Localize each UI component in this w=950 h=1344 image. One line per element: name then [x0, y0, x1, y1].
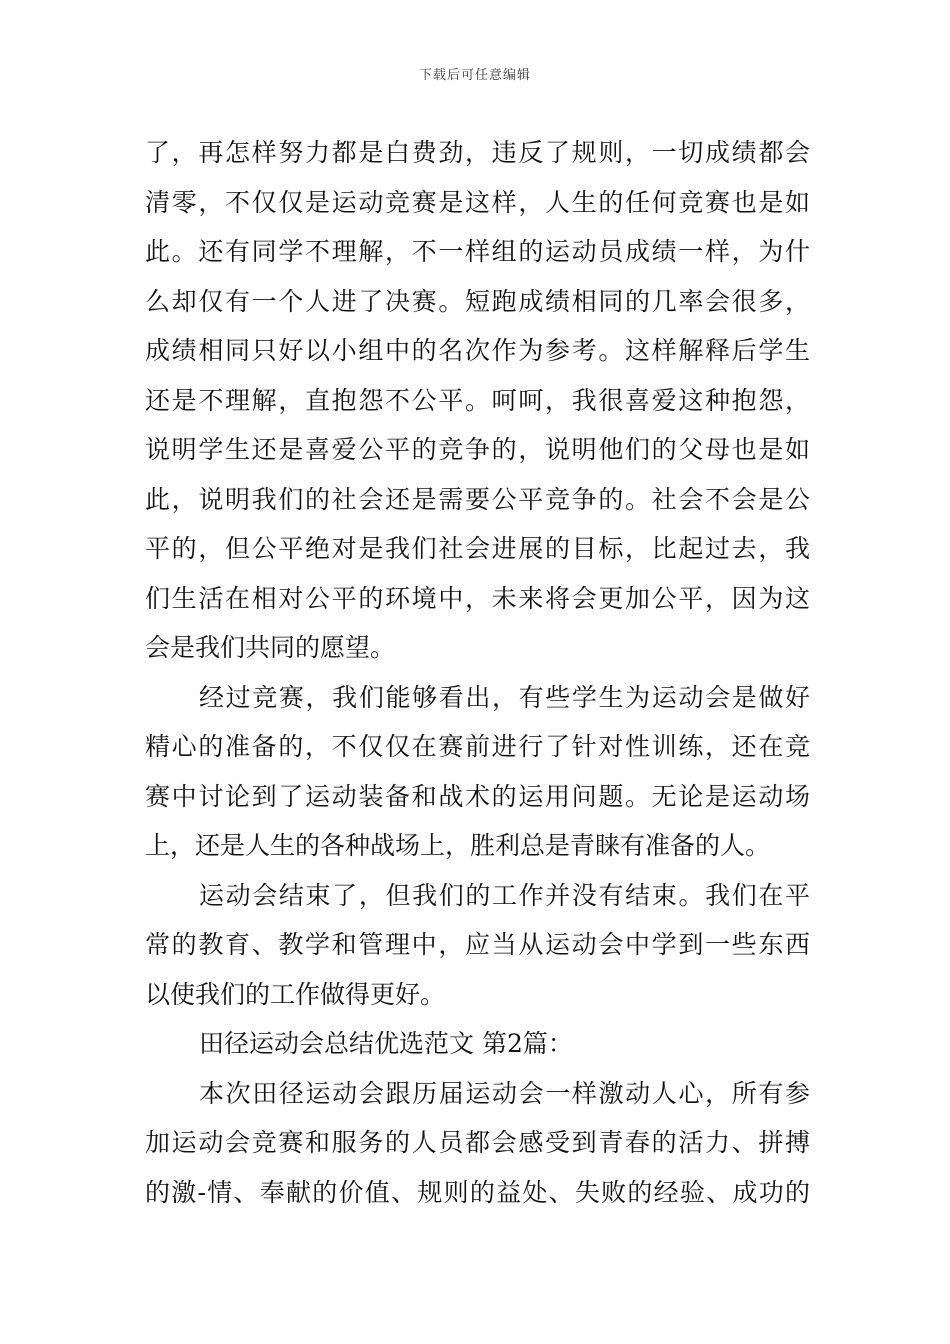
text-line: 说明学生还是喜爱公平的竞争的，说明他们的父母也是如	[145, 435, 810, 464]
text-line: 以使我们的工作做得更好。	[145, 979, 446, 1009]
text-line: 本次田径运动会跟历届运动会一样激动人心，所有参	[199, 1078, 810, 1108]
text-line: 赛中讨论到了运动装备和战术的运用问题。无论是运动场	[145, 781, 810, 811]
text-line: 的激-情、奉献的价值、规则的益处、失败的经验、成功的	[145, 1177, 810, 1207]
text-line: 上，还是人生的各种战场上，胜利总是青睐有准备的人。	[145, 831, 771, 860]
text-line: 此，说明我们的社会还是需要公平竞争的。社会不会是公	[145, 484, 810, 514]
text-line: 了，再怎样努力都是白费劲，违反了规则，一切成绩都会	[145, 138, 810, 167]
text-line: 平的，但公平绝对是我们社会进展的目标，比起过去，我	[145, 534, 810, 563]
text-line: 运动会结束了，但我们的工作并没有结束。我们在平	[199, 880, 810, 910]
text-line: 加运动会竞赛和服务的人员都会感受到青春的活力、拼搏	[145, 1128, 810, 1157]
text-line: 精心的准备的，不仅仅在赛前进行了针对性训练，还在竞	[145, 732, 810, 761]
text-line: 经过竞赛，我们能够看出，有些学生为运动会是做好	[199, 682, 810, 712]
text-line: 成绩相同只好以小组中的名次作为参考。这样解释后学生	[145, 336, 810, 365]
document-body	[145, 128, 810, 1217]
text-line: 会是我们共同的愿望。	[145, 633, 396, 662]
text-line: 们生活在相对公平的环境中，未来将会更加公平，因为这	[145, 583, 810, 613]
text-line: 常的教育、教学和管理中，应当从运动会中学到一些东西	[145, 930, 810, 959]
page-header: 下载后可任意编辑	[418, 68, 531, 83]
text-line: 此。还有同学不理解，不一样组的运动员成绩一样，为什	[145, 237, 810, 266]
text-line: 清零，不仅仅是运动竞赛是这样，人生的任何竞赛也是如	[145, 187, 810, 217]
text-line: 还是不理解，直抱怨不公平。呵呵，我很喜爱这种抱怨，	[145, 385, 810, 415]
text-line: 么却仅有一个人进了决赛。短跑成绩相同的几率会很多，	[145, 286, 810, 316]
text-line: 田径运动会总结优选范文 第2篇：	[199, 1029, 573, 1058]
